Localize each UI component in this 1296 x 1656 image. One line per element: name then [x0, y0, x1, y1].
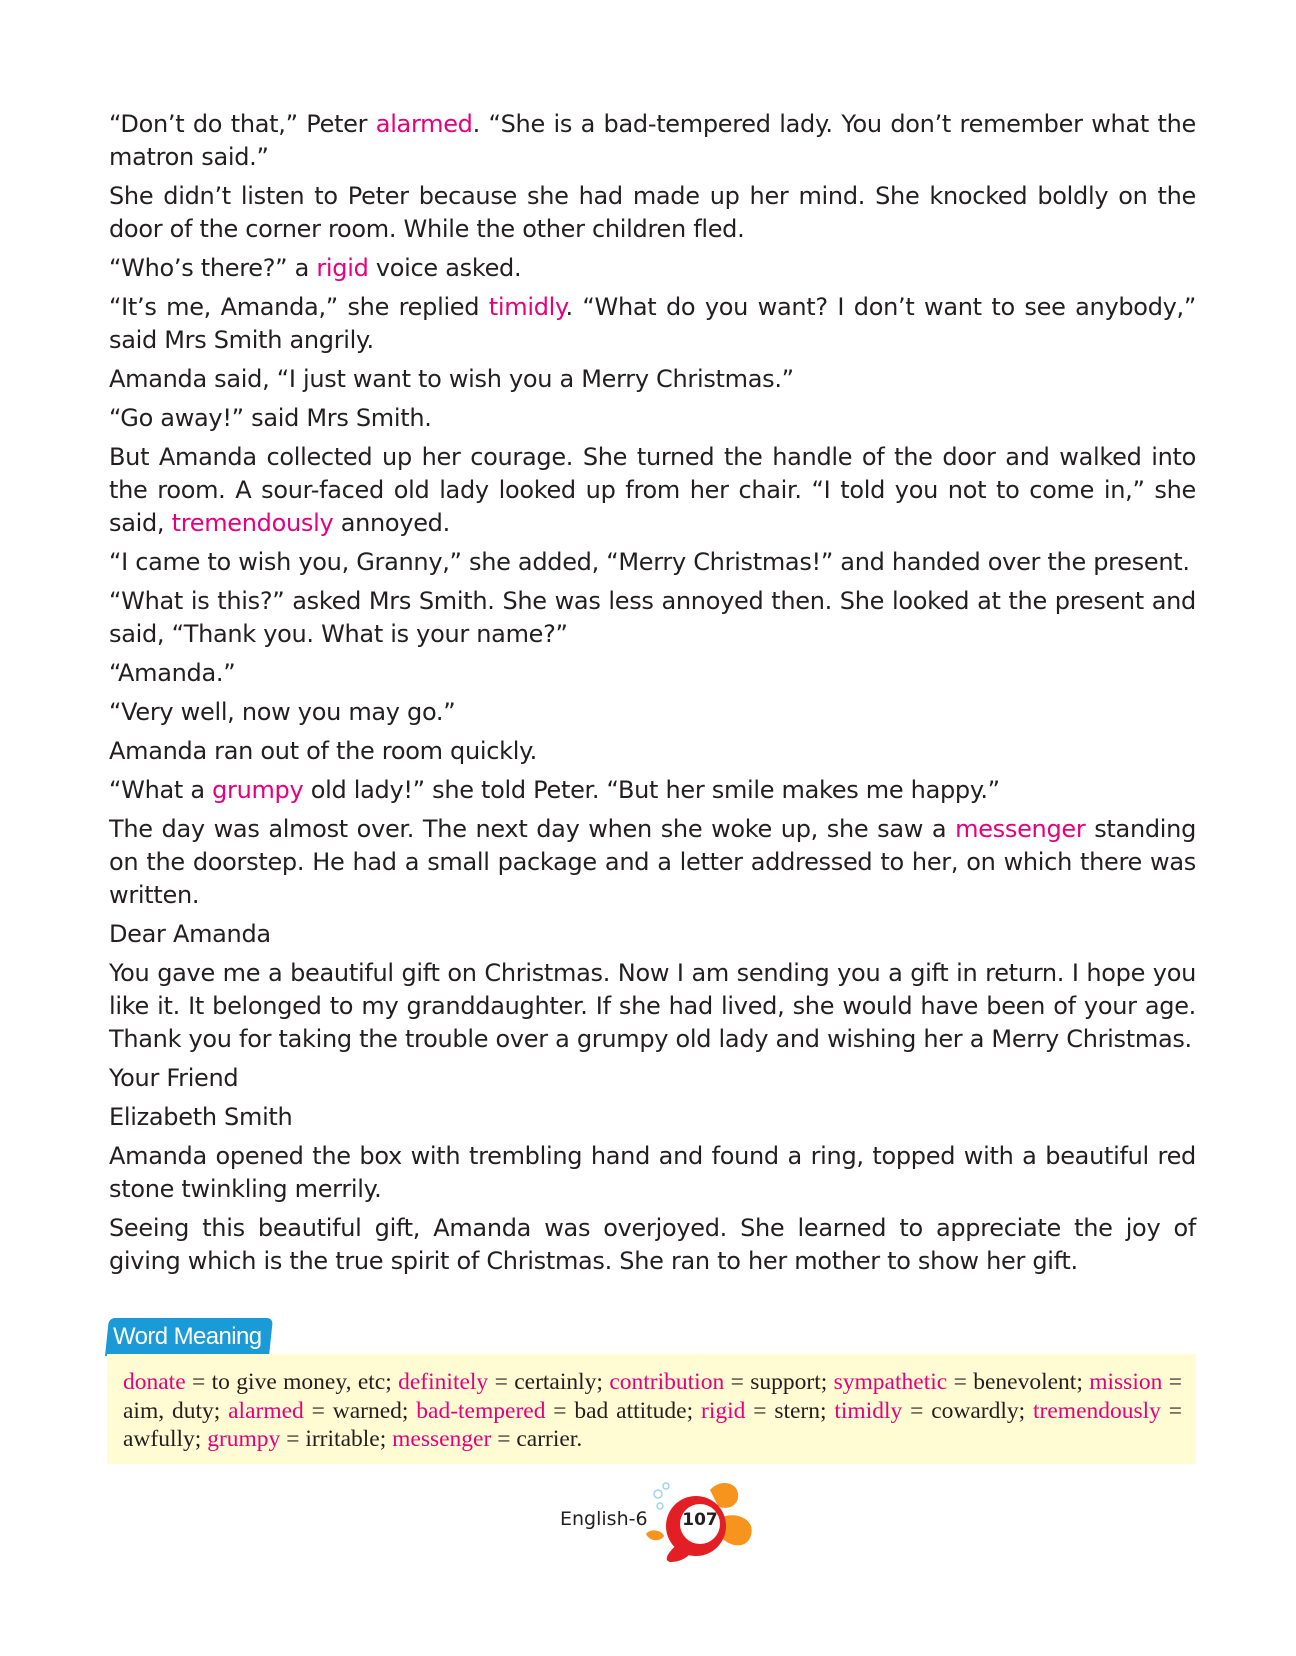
- text-segment: Amanda opened the box with trembling hand and found a ring, topped with a beautiful red stone twinkling merrily.: [109, 1142, 1196, 1203]
- text-segment: “Don’t do that,” Peter: [109, 110, 376, 138]
- highlighted-word: rigid: [316, 254, 369, 282]
- glossary-meaning: awfully: [123, 1426, 195, 1452]
- glossary-term: sympathetic: [833, 1369, 948, 1395]
- glossary-term: grumpy: [207, 1426, 281, 1452]
- word-meaning-heading: [105, 1318, 273, 1356]
- glossary-meaning: support: [750, 1369, 821, 1395]
- text-segment: But Amanda collected up her courage. She turned the handle of the door and walked into the room. A sour-faced old lady looked up from her chair. “I told you not to come in,” she said,: [109, 443, 1196, 537]
- text-segment: Amanda ran out of the room quickly.: [109, 737, 537, 765]
- text-segment: . “She is a bad-tempered lady. You don’t remember what the matron said.”: [109, 110, 1197, 171]
- story-paragraph: [109, 441, 1196, 540]
- text-segment: annoyed.: [333, 509, 450, 537]
- text-segment: “I came to wish you, Granny,” she added, “Merry Christmas!” and handed over the present.: [109, 548, 1190, 576]
- story-paragraph: [109, 813, 1196, 912]
- glossary-meaning: stern: [774, 1397, 820, 1424]
- story-paragraph: [109, 1062, 1196, 1095]
- text-segment: She didn’t listen to Peter because she had made up her mind. She knocked boldly on the door of the corner room. While the other children fled.: [109, 182, 1196, 243]
- glossary-meaning: bad attitude: [574, 1397, 687, 1424]
- glossary-meaning: carrier: [516, 1426, 577, 1452]
- glossary-term: rigid: [701, 1397, 746, 1424]
- text-segment: Seeing this beautiful gift, Amanda was overjoyed. She learned to appreciate the joy of giving which is the true spirit of Christmas. She ran to her mother to show her gift.: [109, 1214, 1196, 1275]
- glossary-meaning: warned: [332, 1397, 402, 1424]
- story-paragraph: [109, 180, 1196, 246]
- glossary-term: mission: [1089, 1369, 1163, 1395]
- text-segment: old lady!” she told Peter. “But her smile makes me happy.”: [303, 776, 1000, 804]
- page-number: 107: [682, 1510, 718, 1530]
- story-paragraph: [109, 657, 1196, 690]
- glossary-term: definitely: [398, 1369, 489, 1395]
- text-segment: voice asked.: [368, 254, 522, 282]
- story-paragraph: [109, 1212, 1196, 1278]
- story-paragraph: [109, 774, 1196, 807]
- text-segment: Your Friend: [109, 1064, 239, 1092]
- story-paragraph: [109, 1140, 1196, 1206]
- story-paragraph: [109, 252, 1196, 285]
- text-segment: You gave me a beautiful gift on Christmas. Now I am sending you a gift in return. I hope you like it. It belonged to my granddaughter. If she had lived, she would have been of your age. Thank you for taking the trouble over a grumpy old lady and wishing her a Merry Christmas.: [109, 959, 1196, 1053]
- text-segment: . “What do you want? I don’t want to see anybody,” said Mrs Smith angrily.: [109, 293, 1196, 354]
- text-segment: “What a: [109, 776, 213, 804]
- word-meaning-box: donate = to give money, etc; definitely = certainly; contribution = support; sympathetic = benevolent; mission = aim, duty; alarmed = warned; bad-tempered = bad attitude; rigid = stern; timidly = cowardly; tremendously = awfully; grumpy = irritable; messenger = carrier.: [107, 1354, 1196, 1464]
- story-paragraph: [109, 585, 1196, 651]
- text-segment: “Very well, now you may go.”: [109, 698, 456, 726]
- text-segment: “Who’s there?” a: [109, 254, 317, 282]
- glossary-term: tremendously: [1033, 1397, 1161, 1424]
- story-paragraph: [109, 363, 1196, 396]
- glossary-meaning: aim, duty: [123, 1397, 214, 1424]
- text-segment: “It’s me, Amanda,” she replied: [109, 293, 489, 321]
- glossary-term: timidly: [834, 1397, 903, 1424]
- glossary-meaning: cowardly: [931, 1397, 1019, 1424]
- story-paragraph: [109, 108, 1196, 174]
- word-meaning-heading-label: Word Meaning: [113, 1323, 262, 1350]
- text-segment: “What is this?” asked Mrs Smith. She was less annoyed then. She looked at the present and said, “Thank you. What is your name?”: [109, 587, 1196, 648]
- highlighted-word: alarmed: [375, 110, 473, 138]
- glossary-term: alarmed: [228, 1397, 304, 1424]
- glossary-meaning: irritable: [305, 1426, 380, 1452]
- glossary-meaning: benevolent: [973, 1369, 1077, 1395]
- story-paragraph: [109, 402, 1196, 435]
- story-text: [109, 108, 1196, 1284]
- glossary-term: bad-tempered: [416, 1397, 546, 1424]
- story-paragraph: [109, 291, 1196, 357]
- glossary-meaning: certainly: [514, 1369, 597, 1395]
- text-segment: “Amanda.”: [109, 659, 236, 687]
- glossary-meaning: to give money, etc: [211, 1369, 386, 1395]
- text-segment: Elizabeth Smith: [109, 1103, 293, 1131]
- text-segment: The day was almost over. The next day when she woke up, she saw a: [109, 815, 956, 843]
- highlighted-word: grumpy: [212, 776, 304, 804]
- text-segment: standing on the doorstep. He had a small package and a letter addressed to her, on which there was written.: [109, 815, 1197, 909]
- text-segment: “Go away!” said Mrs Smith.: [109, 404, 432, 432]
- story-paragraph: [109, 918, 1196, 951]
- story-paragraph: [109, 546, 1196, 579]
- story-paragraph: [109, 1101, 1196, 1134]
- highlighted-word: messenger: [955, 815, 1086, 843]
- highlighted-word: tremendously: [171, 509, 334, 537]
- story-paragraph: [109, 735, 1196, 768]
- glossary-term: contribution: [609, 1369, 725, 1395]
- glossary-term: donate: [123, 1369, 186, 1395]
- text-segment: Dear Amanda: [109, 920, 271, 948]
- highlighted-word: timidly: [488, 293, 566, 321]
- story-paragraph: [109, 696, 1196, 729]
- book-label: English-6: [560, 1508, 648, 1530]
- glossary-term: messenger: [392, 1426, 492, 1452]
- text-segment: Amanda said, “I just want to wish you a Merry Christmas.”: [109, 365, 794, 393]
- story-paragraph: [109, 957, 1196, 1056]
